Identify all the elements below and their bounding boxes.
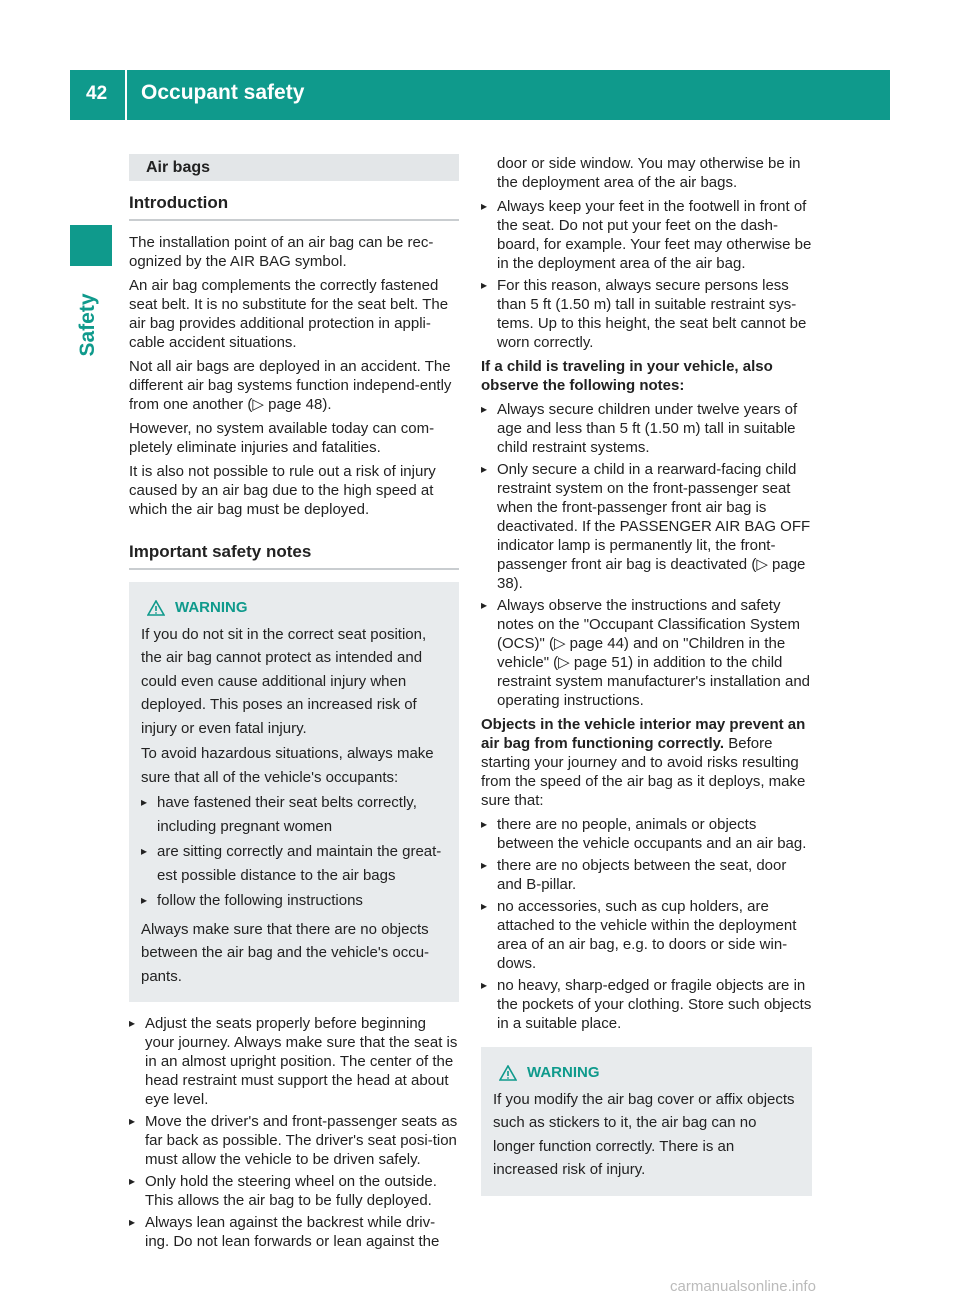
- objects-text: Before starting your journey and to avoid risks resulting from the speed of the air bag as it deploys, make sure that:: [481, 735, 806, 809]
- objects-heading: Objects in the vehicle interior may prevent an air bag from functioning correctly.: [481, 716, 806, 752]
- intro-paragraph: An air bag complements the correctly fastened seat belt. It is no substitute for the seat belt. The air bag provides additional protection in appli-cable accident situations.: [129, 277, 449, 351]
- intro-paragraph: Not all air bags are deployed in an accident. The different air bag systems function independ-ently from one another (▷ page 48).: [129, 358, 452, 413]
- section-title: Air bags: [129, 154, 459, 181]
- spacer: [129, 524, 459, 542]
- child-bullets: [481, 400, 812, 710]
- intro-heading: Introduction: [129, 193, 459, 221]
- intro-paragraph: However, no system available today can com-pletely eliminate injuries and fatalities.: [129, 420, 435, 456]
- warning-text: If you modify the air bag cover or affix objects such as stickers to it, the air bag can no longer function correctly. There is an increased risk of injury.: [493, 1090, 795, 1178]
- warning-title: WARNING: [527, 1064, 600, 1081]
- list-item: ▸ no accessories, such as cup holders, are attached to the vehicle within the deployment area of an air bag, e.g. to doors or side win-dows.: [481, 897, 812, 973]
- warning-header: [493, 1061, 800, 1085]
- objects-paragraph: [481, 715, 812, 810]
- side-section-label: Safety: [76, 293, 99, 357]
- warning-box-2: [481, 1047, 812, 1196]
- continuation-text: door or side window. You may otherwise be in the deployment area of the air bags.: [497, 155, 801, 191]
- list-item: ▸ have fastened their seat belts correctly, including pregnant women: [141, 791, 447, 838]
- warning-title: WARNING: [175, 599, 248, 616]
- list-item: ▸ there are no objects between the seat, door and B-pillar.: [481, 856, 812, 894]
- header-divider: [125, 70, 127, 120]
- list-item: ▸ Always lean against the backrest while driv-ing. Do not lean forwards or lean against the: [129, 1213, 459, 1251]
- warning-text: To avoid hazardous situations, always make sure that all of the vehicle's occupants:: [141, 745, 434, 786]
- list-item: ▸ there are no people, animals or objects between the vehicle occupants and an air bag.: [481, 815, 812, 853]
- list-item: ▸ Always keep your feet in the footwell in front of the seat. Do not put your feet on the dash-board, for example. Your feet may otherwise be in the deployment area of the air bag.: [481, 197, 812, 273]
- warning-list: [141, 791, 447, 913]
- objects-bullets: [481, 815, 812, 1033]
- list-item: ▸ For this reason, always secure persons less than 5 ft (1.50 m) tall in suitable restraint sys-tems. Up to this height, the seat belt cannot be worn correctly.: [481, 276, 812, 352]
- left-column: [129, 154, 459, 1256]
- safety-bullets: [129, 1014, 459, 1251]
- watermark: carmanualsonline.info: [670, 1278, 816, 1295]
- warning-text: If you do not sit in the correct seat position, the air bag cannot protect as intended and could even cause additional injury when deployed. This poses an increased risk of injury or even fatal injury.: [141, 625, 427, 737]
- list-item: ▸ are sitting correctly and maintain the great-est possible distance to the air bags: [141, 840, 447, 887]
- list-item: ▸ Move the driver's and front-passenger seats as far back as possible. The driver's seat posi-tion must allow the vehicle to be driven safely.: [129, 1112, 459, 1169]
- intro-paragraph: It is also not possible to rule out a risk of injury caused by an air bag due to the high speed at which the air bag must be deployed.: [129, 463, 436, 518]
- warning-header: [141, 596, 447, 620]
- warning-box: [129, 582, 459, 1002]
- right-column: [481, 154, 812, 1208]
- intro-paragraph: The installation point of an air bag can be rec-ognized by the AIR BAG symbol.: [129, 234, 434, 270]
- list-item: ▸ Always observe the instructions and safety notes on the "Occupant Classification System (OCS)" (▷ page 44) and on "Children in the vehicle" (▷ page 51) in addition to the child restraint system manufacturer's installation and operating instructions.: [481, 596, 812, 710]
- side-tab: [70, 225, 112, 266]
- list-item: ▸ Only secure a child in a rearward-facing child restraint system on the front-passenger seat when the front-passenger front air bag is deactivated. If the PASSENGER AIR BAG OFF indicator lamp is permanently lit, the front-passenger front air bag is deactivated (▷ page 38).: [481, 460, 812, 593]
- list-item: ▸ Adjust the seats properly before beginning your journey. Always make sure that the seat is in an almost upright position. The center of the head restraint must support the head at about eye level.: [129, 1014, 459, 1109]
- safety-notes-heading: Important safety notes: [129, 542, 459, 570]
- child-heading: If a child is traveling in your vehicle, also observe the following notes:: [481, 358, 773, 394]
- list-item: ▸ Only hold the steering wheel on the outside. This allows the air bag to be fully deployed.: [129, 1172, 459, 1210]
- page-number: 42: [86, 83, 108, 104]
- warning-triangle-icon: [499, 1065, 517, 1081]
- warning-text: Always make sure that there are no objects between the air bag and the vehicle's occu-pants.: [141, 920, 430, 985]
- page-header: [70, 70, 890, 120]
- list-item: ▸ Always secure children under twelve years of age and less than 5 ft (1.50 m) tall in suitable child restraint systems.: [481, 400, 812, 457]
- seating-bullets: [481, 197, 812, 352]
- chapter-title: Occupant safety: [141, 81, 305, 104]
- list-item: ▸ no heavy, sharp-edged or fragile objects are in the pockets of your clothing. Store such objects in a suitable place.: [481, 976, 812, 1033]
- warning-triangle-icon: [147, 600, 165, 616]
- list-item: ▸ follow the following instructions: [141, 889, 447, 913]
